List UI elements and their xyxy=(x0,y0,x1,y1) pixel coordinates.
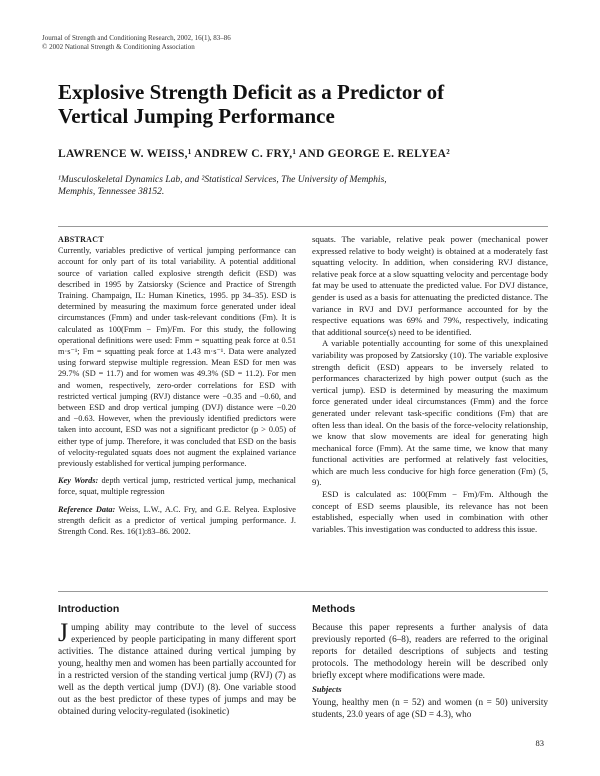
affiliation-line-2: Memphis, Tennessee 38152. xyxy=(58,187,165,197)
right-paragraph-1: squats. The variable, relative peak power (mechanical power expressed relative to body weight) is obtained at a moderately fast squatting velocity. In addition, when considering RVJ distance, relative peak force at a slow squatting velocity and percentage body fat may be used to attenuate the predicted value. For DVJ distance, gender is used as a basis for attenuating the predicted distance. The variance in RVJ and DVJ performance accounted for by the respective equations was 69% and 79%, respectively, indicating that additional source(s) need to be identified. xyxy=(312,234,548,337)
title-line-2: Vertical Jumping Performance xyxy=(58,104,335,128)
keywords-label: Key Words: xyxy=(58,476,99,486)
keywords xyxy=(58,475,296,497)
abstract-heading: ABSTRACT xyxy=(58,235,104,244)
introduction-section xyxy=(58,603,296,717)
reference-data xyxy=(58,504,296,538)
methods-heading: Methods xyxy=(312,603,356,615)
journal-line-1: Journal of Strength and Conditioning Research, 2002, 16(1), 83–86 xyxy=(42,34,231,42)
affiliation-line-1: ¹Musculoskeletal Dynamics Lab, and ²Statistical Services, The University of Memphis, xyxy=(58,175,387,185)
introduction-heading: Introduction xyxy=(58,603,120,615)
right-paragraph-2: A variable potentially accounting for some of this unexplained variability was proposed by Zatsiorsky (10). The variable explosive strength deficit (ESD) appears to be inversely related to performances characterized by high power output (such as the vertical jump). ESD is determined by measuring the maximum force generated under ideal circumstances (Fmm) and the force generated under relevant task-specific conditions (Fm) that are often less than ideal. On the basis of the force-velocity relationship, we know that slow movements are ideal for generating high mechanical force (Fmm). At the same time, we know that many functional activities are performed at relatively fast velocities, which are much less conducive for high force generation (Fm) (5, 9). xyxy=(312,338,548,488)
title-line-1: Explosive Strength Deficit as a Predictor of xyxy=(58,80,445,104)
methods-section xyxy=(312,603,548,720)
abstract-right-column xyxy=(312,234,548,535)
methods-text: Because this paper represents a further analysis of data previously reported (6–8), readers are referred to the original reports for detailed descriptions of subjects and testing protocols. The methodology herein will be described only briefly except where modifications were made. xyxy=(312,622,548,680)
introduction-text: umping ability may contribute to the level of success experienced by people participating in many different sport activities. The distance attained during vertical jumping by young, healthy men and women has been partially accounted for in a restricted version of the standing vertical jump (RVJ) (7) as well as the depth vertical jump (DVJ) (8). One variable stood out as the best predictor of these types of jumps and may be obtained during velocity-regulated (isokinetic) xyxy=(58,622,296,716)
abstract-column xyxy=(58,234,296,537)
affiliation xyxy=(58,174,538,198)
subjects-text: Young, healthy men (n = 52) and women (n = 50) university students, 23.0 years of age (SD = 4.3), who xyxy=(312,697,548,719)
journal-line-2: © 2002 National Strength & Conditioning Association xyxy=(42,43,195,51)
abstract-text: Currently, variables predictive of vertical jumping performance can account for only part of its total variability. A potential additional source of variation called explosive strength deficit (ESD) was described in 1995 by Zatsiorsky (Science and Practice of Strength Training. Champaign, IL: Human Kinetics, 1995. pp 34–35). ESD is determined by measuring the maximum force generated under ideal circumstances (Fmm) and under task-relevant conditions (Fm). It is calculated as 100(Fmm − Fm)/Fm. For this study, the following operational definitions were used: Fmm = squatting peak force at 0.51 m·s⁻¹; Fm = squatting peak force at 1.43 m·s⁻¹. Data were analyzed using forward stepwise multiple regression. Mean ESD for men was 29.7% (SD = 11.7) and for women was 49.3% (SD = 11.2). For men and women, respectively, zero-order correlations for ESD with restricted vertical jumping (RVJ) distance were −0.35 and −0.60, and between ESD and drop vertical jumping (DVJ) distance were −0.20 and −0.63. However, when the previously identified predictors were taken into account, ESD was not a significant predictor (p > 0.05) of either type of jump. Therefore, it was concluded that ESD on the basis of velocity-regulated squats does not augment the explained variance previously established for vertical jumping performance. xyxy=(58,246,296,469)
paper-title xyxy=(58,80,558,128)
subjects-heading: Subjects xyxy=(312,684,342,694)
journal-citation xyxy=(42,34,231,52)
author-list: LAWRENCE W. WEISS,¹ ANDREW C. FRY,¹ AND GEORGE E. RELYEA² xyxy=(58,148,450,160)
reference-label: Reference Data: xyxy=(58,504,116,514)
reference-text: Weiss, L.W., A.C. Fry, and G.E. Relyea. Explosive strength deficit as a predictor of vertical jumping performance. J. Strength Cond. Res. 16(1):83–86. 2002. xyxy=(58,504,296,537)
drop-cap: J xyxy=(58,618,69,647)
right-paragraph-3: ESD is calculated as: 100(Fmm − Fm)/Fm. Although the concept of ESD seems plausible, its relevance has not been established, especially when used in combination with other variables. This investigation was conducted to address this issue. xyxy=(312,489,548,534)
page-number: 83 xyxy=(535,738,544,748)
keywords-text: depth vertical jump, restricted vertical jump, mechanical force, squat, multiple regression xyxy=(58,476,296,497)
